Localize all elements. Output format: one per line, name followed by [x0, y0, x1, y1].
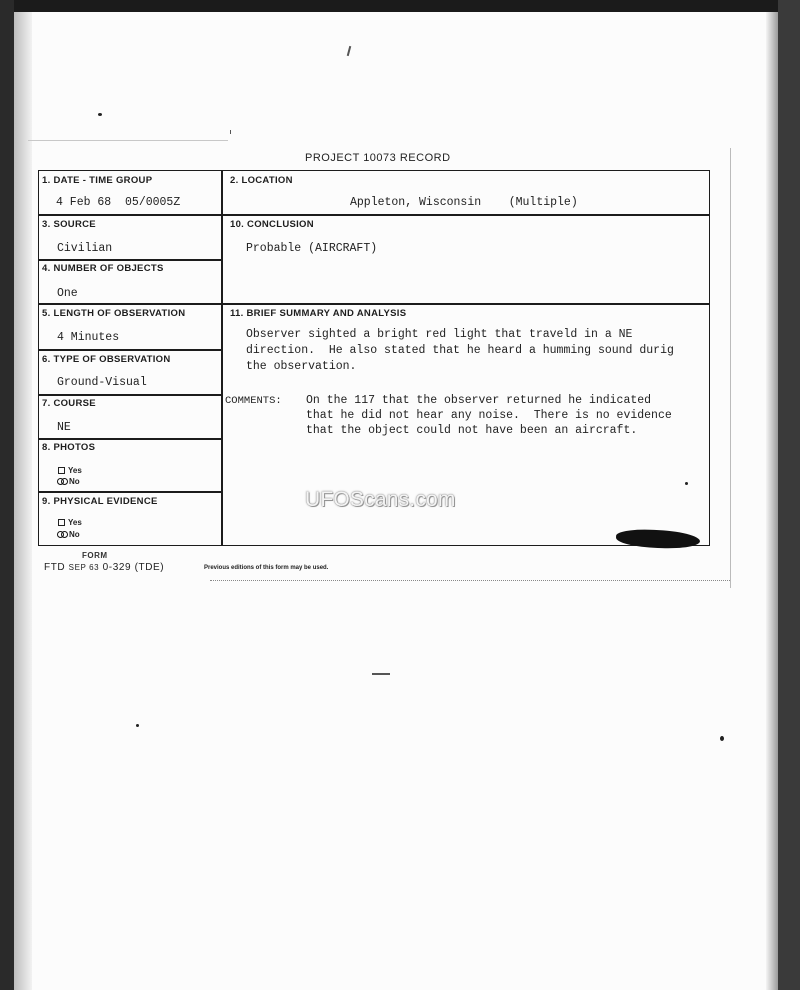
row-divider [39, 394, 221, 396]
photos-yes-option: Yes [58, 466, 82, 475]
form-number: FTD SEP 63 0-329 (TDE) [44, 562, 165, 573]
checkbox-empty-icon [58, 519, 65, 526]
conclusion-value: Probable (AIRCRAFT) [246, 242, 378, 255]
date-time-group-label: 1. DATE - TIME GROUP [42, 175, 153, 186]
dotted-rule [210, 580, 730, 581]
column-divider [221, 171, 223, 545]
comments-line: On the 117 that the observer returned he indicated [306, 394, 652, 407]
summary-line: Observer sighted a bright red light that traveld in a NE [246, 328, 633, 341]
length-of-observation-label: 5. LENGTH OF OBSERVATION [42, 308, 186, 319]
row-divider [39, 259, 221, 261]
scan-mark [730, 148, 731, 588]
watermark: UFOScans.com [305, 488, 456, 511]
checkbox-marked-icon [57, 478, 68, 485]
checkbox-marked-icon [57, 531, 68, 538]
course-label: 7. COURSE [42, 398, 96, 409]
row-divider [39, 491, 221, 493]
row-divider [39, 438, 221, 440]
row-divider [39, 214, 709, 216]
summary-line: direction. He also stated that he heard a humming sound durig [246, 344, 674, 357]
comments-line: that he did not hear any noise. There is no evidence [306, 409, 672, 422]
form-editions-note: Previous editions of this form may be used. [204, 565, 329, 571]
scan-border-right [778, 0, 800, 990]
summary-line: the observation. [246, 360, 357, 373]
scan-border-left [0, 0, 14, 990]
location-value: Appleton, Wisconsin (Multiple) [350, 196, 578, 209]
photos-no-option: No [57, 477, 80, 486]
type-of-observation-label: 6. TYPE OF OBSERVATION [42, 354, 171, 365]
evidence-no-option: No [57, 530, 80, 539]
scan-mark [230, 130, 231, 134]
evidence-yes-option: Yes [58, 518, 82, 527]
project-record-title: PROJECT 10073 RECORD [305, 152, 451, 164]
scan-speck [720, 736, 724, 741]
source-label: 3. SOURCE [42, 219, 96, 230]
form-word: FORM [82, 551, 108, 560]
comments-label: COMMENTS: [225, 395, 282, 407]
scan-shadow-right [766, 12, 778, 990]
scan-speck [98, 113, 102, 116]
physical-evidence-label: 9. PHYSICAL EVIDENCE [42, 496, 158, 507]
row-divider [39, 303, 709, 305]
conclusion-label: 10. CONCLUSION [230, 219, 314, 230]
number-of-objects-label: 4. NUMBER OF OBJECTS [42, 263, 164, 274]
photos-label: 8. PHOTOS [42, 442, 96, 453]
location-label: 2. LOCATION [230, 175, 293, 186]
scan-shadow-left [14, 12, 32, 990]
brief-summary-label: 11. BRIEF SUMMARY AND ANALYSIS [230, 308, 407, 319]
number-of-objects-value: One [57, 287, 78, 300]
course-value: NE [57, 421, 71, 434]
scan-mark [372, 673, 390, 675]
comments-line: that the object could not have been an aircraft. [306, 424, 638, 437]
scan-mark [28, 140, 228, 141]
date-time-group-value: 4 Feb 68 05/0005Z [56, 196, 181, 209]
type-of-observation-value: Ground-Visual [57, 376, 147, 389]
row-divider [39, 349, 221, 351]
scan-speck [136, 724, 139, 727]
checkbox-empty-icon [58, 467, 65, 474]
scan-border-top [0, 0, 800, 12]
source-value: Civilian [57, 242, 113, 255]
length-of-observation-value: 4 Minutes [57, 331, 120, 344]
